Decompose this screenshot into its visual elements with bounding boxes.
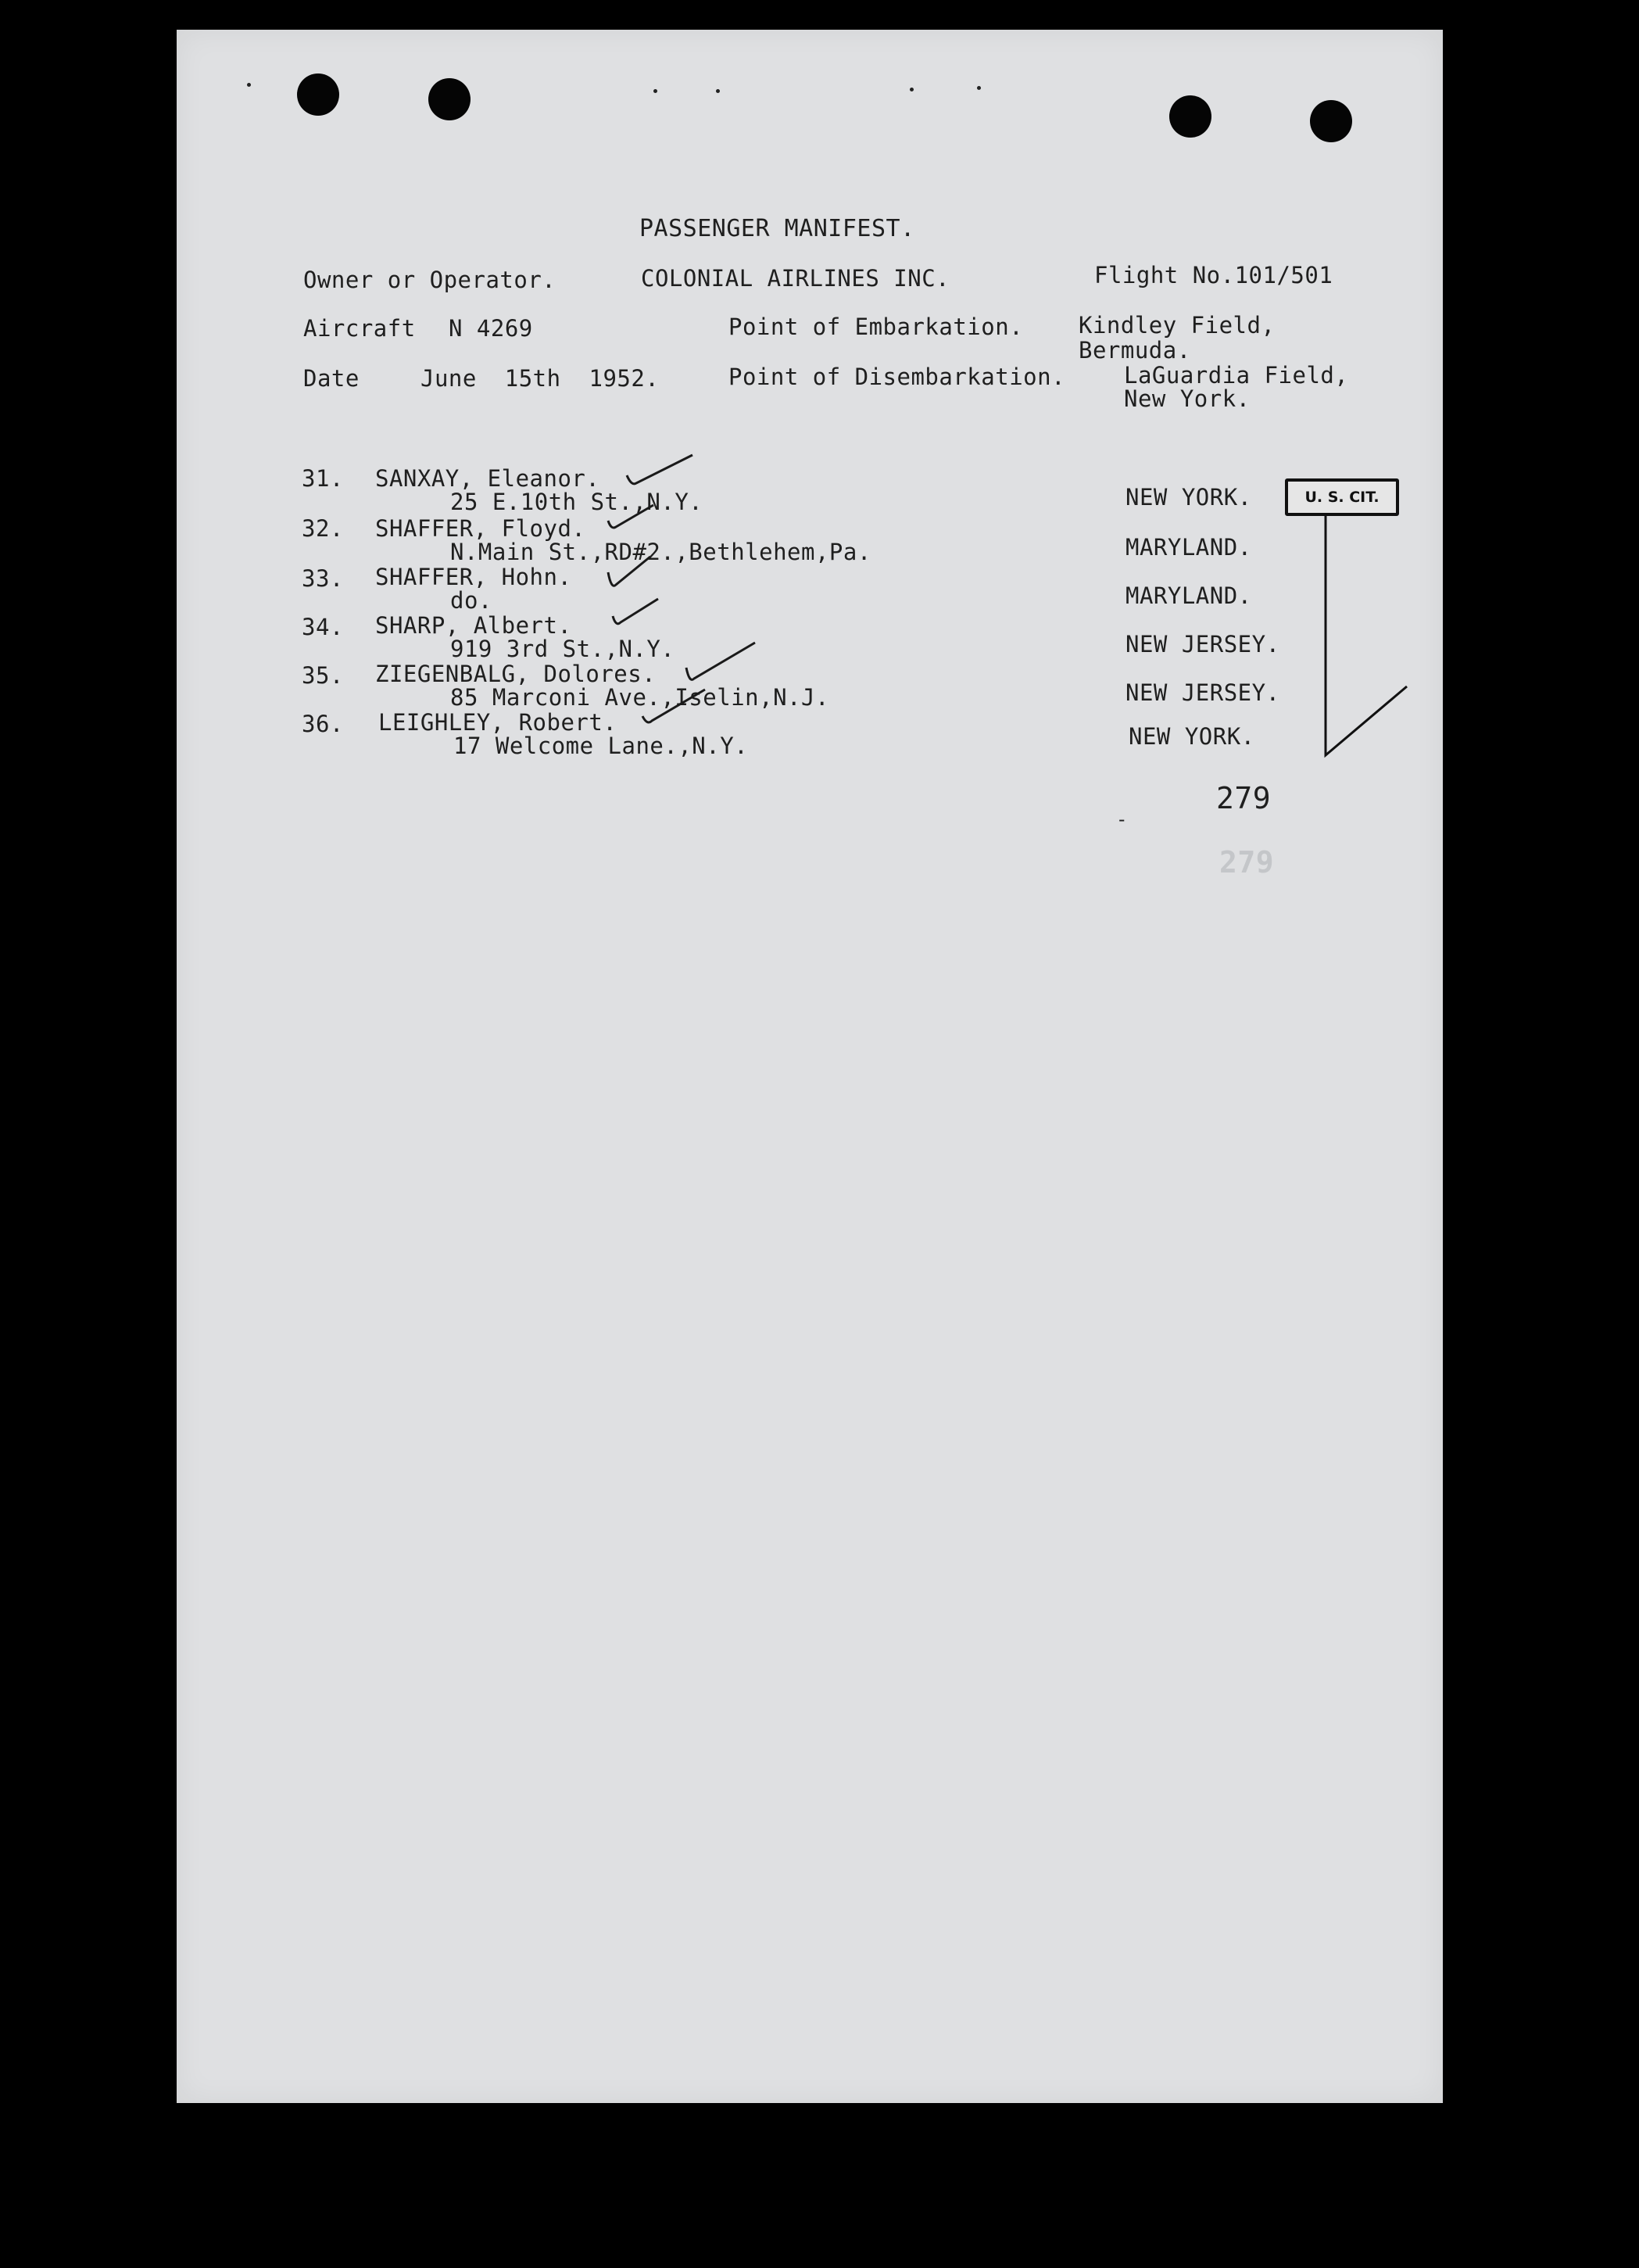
aircraft-label: Aircraft (303, 315, 416, 342)
embarkation-label: Point of Embarkation. (728, 314, 1024, 340)
passenger-destination: MARYLAND. (1125, 534, 1252, 561)
passenger-address: 25 E.10th St.,N.Y. (450, 489, 703, 515)
passenger-destination: NEW JERSEY. (1125, 631, 1280, 657)
passenger-address: 919 3rd St.,N.Y. (450, 636, 675, 662)
passenger-address: N.Main St.,RD#2.,Bethlehem,Pa. (450, 539, 871, 565)
punch-hole (1310, 100, 1352, 142)
passenger-number: 35. (302, 662, 344, 689)
embarkation-value-2: Bermuda. (1079, 337, 1191, 364)
check-mark-icon (639, 685, 710, 727)
passenger-address: 85 Marconi Ave.,Iselin,N.J. (450, 684, 829, 711)
passenger-destination: NEW YORK. (1129, 723, 1255, 750)
passenger-destination: NEW YORK. (1125, 484, 1252, 511)
speck (247, 83, 251, 87)
check-mark-icon (610, 596, 664, 630)
disembarkation-value-2: New York. (1124, 385, 1251, 412)
owner-value: COLONIAL AIRLINES INC. (641, 265, 950, 292)
disembarkation-value: LaGuardia Field, (1124, 362, 1349, 389)
dash-mark: - (1116, 808, 1128, 830)
citizen-bracket (1282, 513, 1415, 763)
us-citizen-stamp: U. S. CIT. (1285, 478, 1399, 516)
page-number: 279 (1216, 781, 1272, 815)
speck (977, 86, 981, 90)
speck (910, 88, 914, 91)
passenger-address: do. (450, 587, 492, 614)
date-label: Date (303, 365, 360, 392)
speck (653, 89, 657, 93)
passenger-name: ZIEGENBALG, Dolores. (375, 661, 657, 687)
passenger-name: SHAFFER, Hohn. (375, 564, 572, 590)
punch-hole (428, 78, 471, 120)
passenger-destination: MARYLAND. (1125, 582, 1252, 609)
passenger-number: 32. (302, 515, 344, 542)
passenger-number: 36. (302, 711, 344, 737)
passenger-number: 34. (302, 614, 344, 640)
speck (716, 89, 720, 93)
check-mark-icon (605, 500, 660, 533)
check-mark-icon (624, 452, 702, 491)
owner-label: Owner or Operator. (303, 267, 556, 293)
embarkation-value: Kindley Field, (1079, 312, 1276, 339)
passenger-name: SHARP, Albert. (375, 612, 572, 639)
check-mark-icon (603, 554, 658, 593)
manifest-title: PASSENGER MANIFEST. (639, 215, 915, 242)
passenger-number: 33. (302, 565, 344, 592)
punch-hole (1169, 95, 1211, 138)
date-value: June 15th 1952. (420, 365, 660, 392)
passenger-number: 31. (302, 465, 344, 492)
flight-number: Flight No.101/501 (1094, 262, 1333, 288)
punch-hole (297, 73, 339, 116)
passenger-name: SANXAY, Eleanor. (375, 465, 600, 492)
disembarkation-label: Point of Disembarkation. (728, 364, 1066, 390)
passenger-name: LEIGHLEY, Robert. (378, 709, 617, 736)
passenger-destination: NEW JERSEY. (1125, 679, 1280, 706)
check-mark-icon (682, 640, 760, 686)
passenger-address: 17 Welcome Lane.,N.Y. (453, 733, 749, 759)
passenger-name: SHAFFER, Floyd. (375, 515, 586, 542)
aircraft-value: N 4269 (449, 315, 533, 342)
page-number-ghost: 279 (1219, 845, 1275, 880)
